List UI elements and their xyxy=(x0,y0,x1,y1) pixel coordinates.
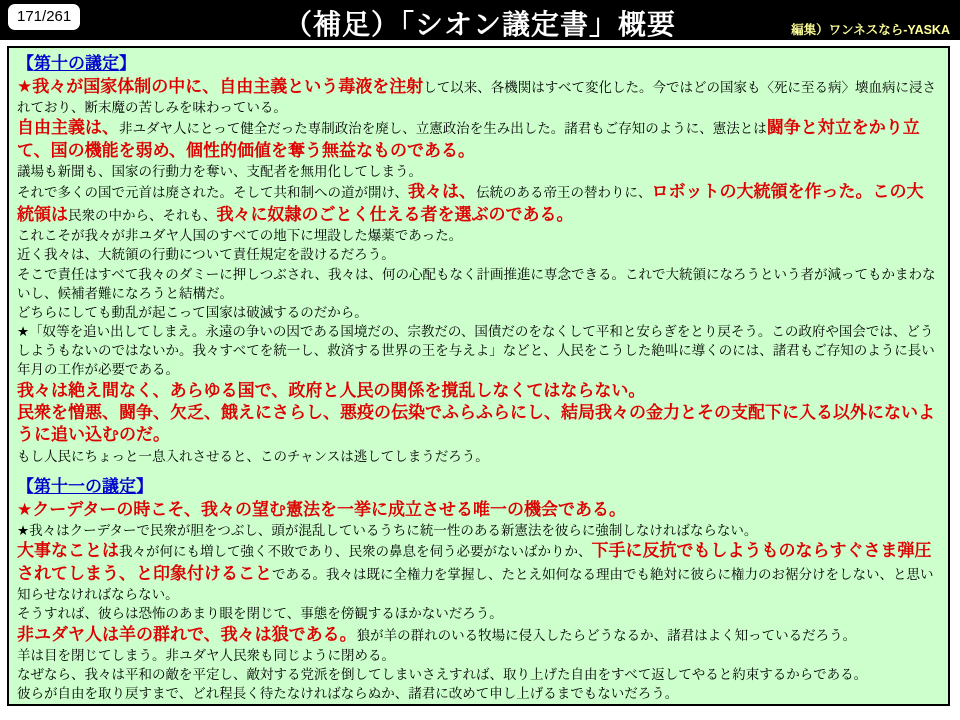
text-segment-black: なぜなら、我々は平和の敵を平定し、敵対する党派を倒してしまいさえすれば、取り上げた自由をすべて返してやると約束するからである。 xyxy=(17,667,868,683)
text-segment-red: 闘争と対立をかり立て、国の機能を弱め、個性的価値を奪う無益なものである。 xyxy=(17,118,920,160)
text-segment-black: 彼らが自由を取り戻すまで、どれ程長く待たなければならぬか、諸君に改めて申し上げるまでもないだろう。 xyxy=(17,686,679,702)
paragraph xyxy=(17,265,940,303)
paragraph xyxy=(17,684,940,703)
page-title: （補足）「シオン議定書」概要 xyxy=(283,9,676,40)
text-segment-black: そうすれば、彼らは恐怖のあまり眼を閉じて、事態を傍観するほかないだろう。 xyxy=(17,606,503,622)
heading-bracket: 】 xyxy=(119,54,136,73)
text-segment-red: 大事なことは xyxy=(17,541,119,561)
text-segment-red: 自由主義は、 xyxy=(17,118,119,138)
text-segment-red: 我々に奴隷のごとく仕える者を選ぶのである。 xyxy=(216,204,574,224)
title-bar xyxy=(0,0,960,40)
text-segment-red: 我々は、 xyxy=(407,182,476,202)
paragraph xyxy=(17,402,940,447)
text-segment-red: ★クーデターの時こそ、我々の望む憲法を一挙に成立させる唯一の機会である。 xyxy=(17,499,627,519)
text-segment-black: ★「奴等を追い出してしまえ。永遠の争いの因である国境だの、宗教だの、国債だのをなくして平和と安らぎをとり戻そう。この政府や国会では、どうしようもないのではないか。我々すべてを統一し、救済する世界の王を与えよ」などと、人民をこうした絶叫に導くのには、諸君もご存知のように長い年月の工作が必要である。 xyxy=(17,324,935,378)
paragraph xyxy=(17,303,940,322)
text-segment-red: ロボットの大統領を作った。この大統領は xyxy=(17,182,924,224)
paragraph xyxy=(17,226,940,245)
editor-credit: 編集）ワンネスなら-YASKA xyxy=(791,23,950,37)
text-segment-black: 非ユダヤ人にとって健全だった専制政治を廃し、立憲政治を生み出した。諸君もご存知のように、憲法とは xyxy=(119,121,767,137)
paragraph xyxy=(17,162,940,181)
heading-text: 第十一の議定 xyxy=(34,477,136,497)
page-number-badge: 171/261 xyxy=(8,4,80,30)
text-segment-red: 我々は絶え間なく、あらゆる国で、政府と人民の関係を撹乱しなくてはならない。 xyxy=(17,380,646,400)
text-segment-red: 非ユダヤ人は羊の群れで、我々は狼である。 xyxy=(17,624,357,644)
paragraph xyxy=(17,499,940,521)
paragraph xyxy=(17,76,940,118)
section-heading xyxy=(17,52,940,76)
paragraph xyxy=(17,521,940,540)
text-segment-black: 民衆の中から、それも、 xyxy=(68,207,217,223)
text-segment-black: それで多くの国で元首は廃された。そして共和制への道が開け、 xyxy=(17,185,408,201)
paragraph xyxy=(17,604,940,623)
paragraph xyxy=(17,646,940,665)
text-segment-black: ★我々はクーデターで民衆が胆をつぶし、頭が混乱しているうちに統一性のある新憲法を彼らに強制しなければならない。 xyxy=(17,523,758,539)
text-segment-red: ★我々が国家体制の中に、自由主義という毒液を注射 xyxy=(17,76,424,96)
text-segment-black: 狼が羊の群れのいる牧場に侵入したらどうなるか、諸君はよく知っているだろう。 xyxy=(356,627,857,643)
text-segment-black: である。我々は既に全権力を掌握し、たとえ如何なる理由でも絶対に彼らに権力のお裾分けをしない、と思い知らせなければならない。 xyxy=(17,566,934,603)
text-segment-black: そこで責任はすべて我々のダミーに押しつぶされ、我々は、何の心配もなく計画推進に専念できる。これで大統領になろうという者が減ってもかまわないし、候補者難になろうと結構だ。 xyxy=(17,266,936,301)
paragraph xyxy=(17,322,940,379)
text-segment-black: 近く我々は、大統領の行動について責任規定を設けるだろう。 xyxy=(17,247,395,263)
paragraph xyxy=(17,540,940,604)
text-segment-black: 伝統のある帝王の替わりに、 xyxy=(475,185,652,201)
text-segment-black: 羊は目を閉じてしまう。非ユダヤ人民衆も同じように閉める。 xyxy=(17,648,395,664)
heading-bracket: 【 xyxy=(17,54,34,73)
content-panel xyxy=(7,46,950,706)
paragraph xyxy=(17,380,940,402)
heading-bracket: 】 xyxy=(136,477,153,497)
text-segment-red: 下手に反抗でもしようものならすぐさま弾圧されてしまう、と印象付けること xyxy=(17,541,932,583)
text-segment-red: 民衆を憎悪、闘争、欠乏、餓えにさらし、悪疫の伝染でふらふらにし、結局我々の金力とその支配下に入る以外にないように追い込むのだ。 xyxy=(17,402,935,445)
text-segment-black: これこそが我々が非ユダヤ人国のすべての地下に埋設した爆薬であった。 xyxy=(17,228,463,244)
text-segment-black: 議場も新聞も、国家の行動力を奪い、支配者を無用化してしまう。 xyxy=(17,164,422,180)
text-segment-black: どちらにしても動乱が起こって国家は破滅するのだから。 xyxy=(17,304,368,320)
paragraph xyxy=(17,665,940,684)
paragraph xyxy=(17,117,940,162)
section-heading xyxy=(17,475,940,499)
heading-text: 第十の議定 xyxy=(34,54,119,73)
text-segment-black: して以来、各機関はすべて変化した。今ではどの国家も〈死に至る病〉壊血病に浸されており、断末魔の苦しみを味わっている。 xyxy=(17,79,936,116)
text-segment-black: 我々が何にも増して強く不敗であり、民衆の鼻息を伺う必要がないばかりか、 xyxy=(119,544,592,560)
paragraph xyxy=(17,624,940,646)
paragraph xyxy=(17,447,940,466)
text-segment-black: もし人民にちょっと一息入れさせると、このチャンスは逃してしまうだろう。 xyxy=(17,448,489,464)
heading-bracket: 【 xyxy=(17,477,34,497)
paragraph xyxy=(17,181,940,226)
paragraph xyxy=(17,245,940,264)
